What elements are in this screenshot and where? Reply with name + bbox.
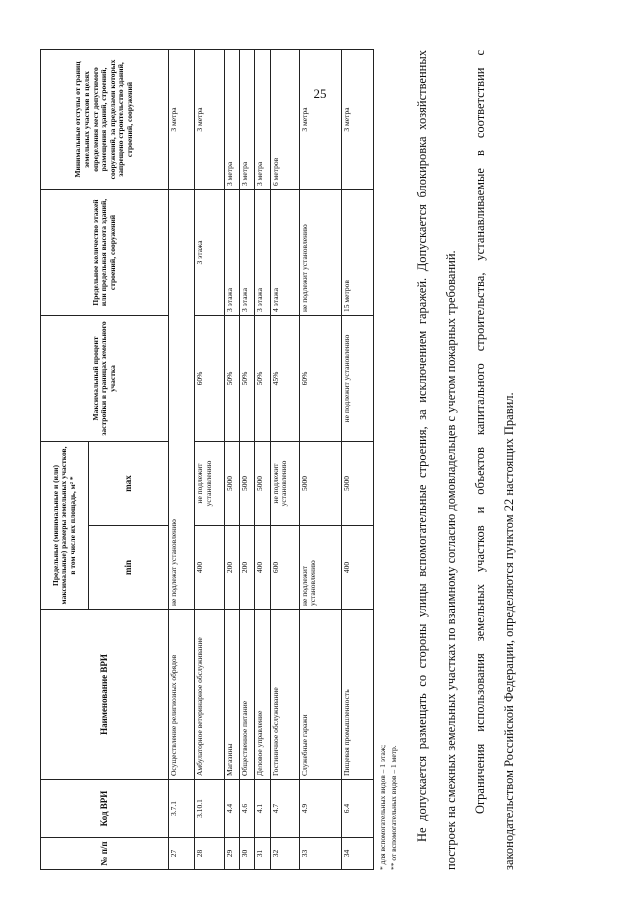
cell-num: 29: [224, 838, 239, 870]
cell-floors: 3 этажа: [255, 189, 270, 315]
cell-max: 5000: [255, 441, 270, 525]
cell-percent: 50%: [224, 315, 239, 441]
cell-setback: 3 метра: [299, 49, 341, 189]
cell-setback: 3 метра: [169, 49, 195, 189]
paragraph: Не допускается размещать со стороны улицы вспомогательные строения, за исключением гаражей. Допускается блокировка хозяйственных построек на смежных земельных участках по взаимному согласию домовладельцев с учетом пожарных требований.: [415, 50, 458, 870]
cell-num: 32: [270, 838, 299, 870]
footnote: ** от вспомогательных видов – 1 метр.: [388, 745, 398, 870]
cell-name: Общественное питание: [239, 610, 254, 780]
cell-min: 600: [270, 526, 299, 610]
cell-max: 5000: [224, 441, 239, 525]
table-row: [299, 49, 341, 869]
cell-name: Магазины: [224, 610, 239, 780]
footnote: * для вспомогательных видов – 1 этаж;: [378, 744, 387, 870]
cell-code: 6.4: [342, 780, 374, 838]
cell-floors: 3 этажа: [224, 189, 239, 315]
cell-setback: 3 метра: [255, 49, 270, 189]
table-row: [342, 49, 374, 869]
cell-name: Служебные гаражи: [299, 610, 341, 780]
table-row: [195, 49, 224, 869]
header-setback: Минимальные отступы от границ земельных участков в целях определения мест допустимого размещения зданий, строений, сооружений, за пределами которых запрещено строительство зданий, строений, сооружений: [41, 49, 169, 189]
cell-max: 5000: [239, 441, 254, 525]
cell-merged-not-regulated: не подлежат установлению: [169, 189, 195, 609]
cell-percent: 45%: [270, 315, 299, 441]
cell-num: 27: [169, 838, 195, 870]
cell-code: 4.1: [255, 780, 270, 838]
table-row: [224, 49, 239, 869]
cell-setback: 3 метра: [224, 49, 239, 189]
cell-code: 4.4: [224, 780, 239, 838]
cell-min: 200: [239, 526, 254, 610]
cell-floors: не подлежит установлению: [299, 189, 341, 315]
header-floors: Предельное количество этажей или предельная высота зданий, строений, сооружений: [41, 189, 169, 315]
table-row: [270, 49, 299, 869]
cell-num: 28: [195, 838, 224, 870]
header-num: № п/п: [41, 838, 169, 870]
cell-num: 34: [342, 838, 374, 870]
land-use-table: [40, 49, 374, 870]
table-row: [255, 49, 270, 869]
header-name: Наименование ВРИ: [41, 610, 169, 780]
header-min: min: [89, 526, 169, 610]
header-max: max: [89, 441, 169, 525]
cell-percent: 60%: [195, 315, 224, 441]
rotated-page-content: [40, 50, 640, 870]
cell-max: не подлежит установлению: [195, 441, 224, 525]
cell-max: 5000: [342, 441, 374, 525]
cell-min: 200: [224, 526, 239, 610]
header-percent: Максимальный процент застройки в границах земельного участка: [41, 315, 169, 441]
cell-code: 4.6: [239, 780, 254, 838]
cell-percent: не подлежит установлению: [342, 315, 374, 441]
table-row: [239, 49, 254, 869]
cell-name: Деловое управление: [255, 610, 270, 780]
cell-max: не подлежит установлению: [270, 441, 299, 525]
cell-name: Пищевая промышленность: [342, 610, 374, 780]
cell-percent: 60%: [299, 315, 341, 441]
cell-code: 4.7: [270, 780, 299, 838]
cell-setback: 6 метров: [270, 49, 299, 189]
cell-max: 5000: [299, 441, 341, 525]
cell-num: 31: [255, 838, 270, 870]
cell-name: Осуществление религиозных обрядов: [169, 610, 195, 780]
cell-num: 33: [299, 838, 341, 870]
cell-min: 400: [342, 526, 374, 610]
table-footnotes: [378, 50, 399, 870]
cell-setback: 3 метра: [195, 49, 224, 189]
cell-percent: 50%: [239, 315, 254, 441]
cell-num: 30: [239, 838, 254, 870]
cell-name: Амбулаторное ветеринарное обслуживание: [195, 610, 224, 780]
cell-min: 400: [255, 526, 270, 610]
header-size-group: Предельные (минимальные и (или) максимальные) размеры земельных участков, в том числе их площадь, м² *: [41, 441, 89, 609]
cell-min: не подлежит установлению: [299, 526, 341, 610]
cell-code: 3.10.1: [195, 780, 224, 838]
page-number: 25: [313, 86, 327, 101]
cell-percent: 50%: [255, 315, 270, 441]
cell-code: 4.9: [299, 780, 341, 838]
cell-floors: 3 этажа: [195, 189, 224, 315]
cell-floors: 4 этажа: [270, 189, 299, 315]
paragraph: Ограничения использования земельных участков и объектов капитального строительства, устанавливаемые в соответствии с законодательством Российской Федерации, определяются пунктом 22 настоящих Правил.: [473, 50, 516, 870]
body-text: [408, 50, 524, 870]
table-row: [169, 49, 195, 869]
cell-name: Гостиничное обслуживание: [270, 610, 299, 780]
header-code: Код ВРИ: [41, 780, 169, 838]
cell-floors: 3 этажа: [239, 189, 254, 315]
cell-floors: 15 метров: [342, 189, 374, 315]
cell-setback: 3 метра: [342, 49, 374, 189]
cell-code: 3.7.1: [169, 780, 195, 838]
cell-min: 400: [195, 526, 224, 610]
cell-setback: 3 метра: [239, 49, 254, 189]
